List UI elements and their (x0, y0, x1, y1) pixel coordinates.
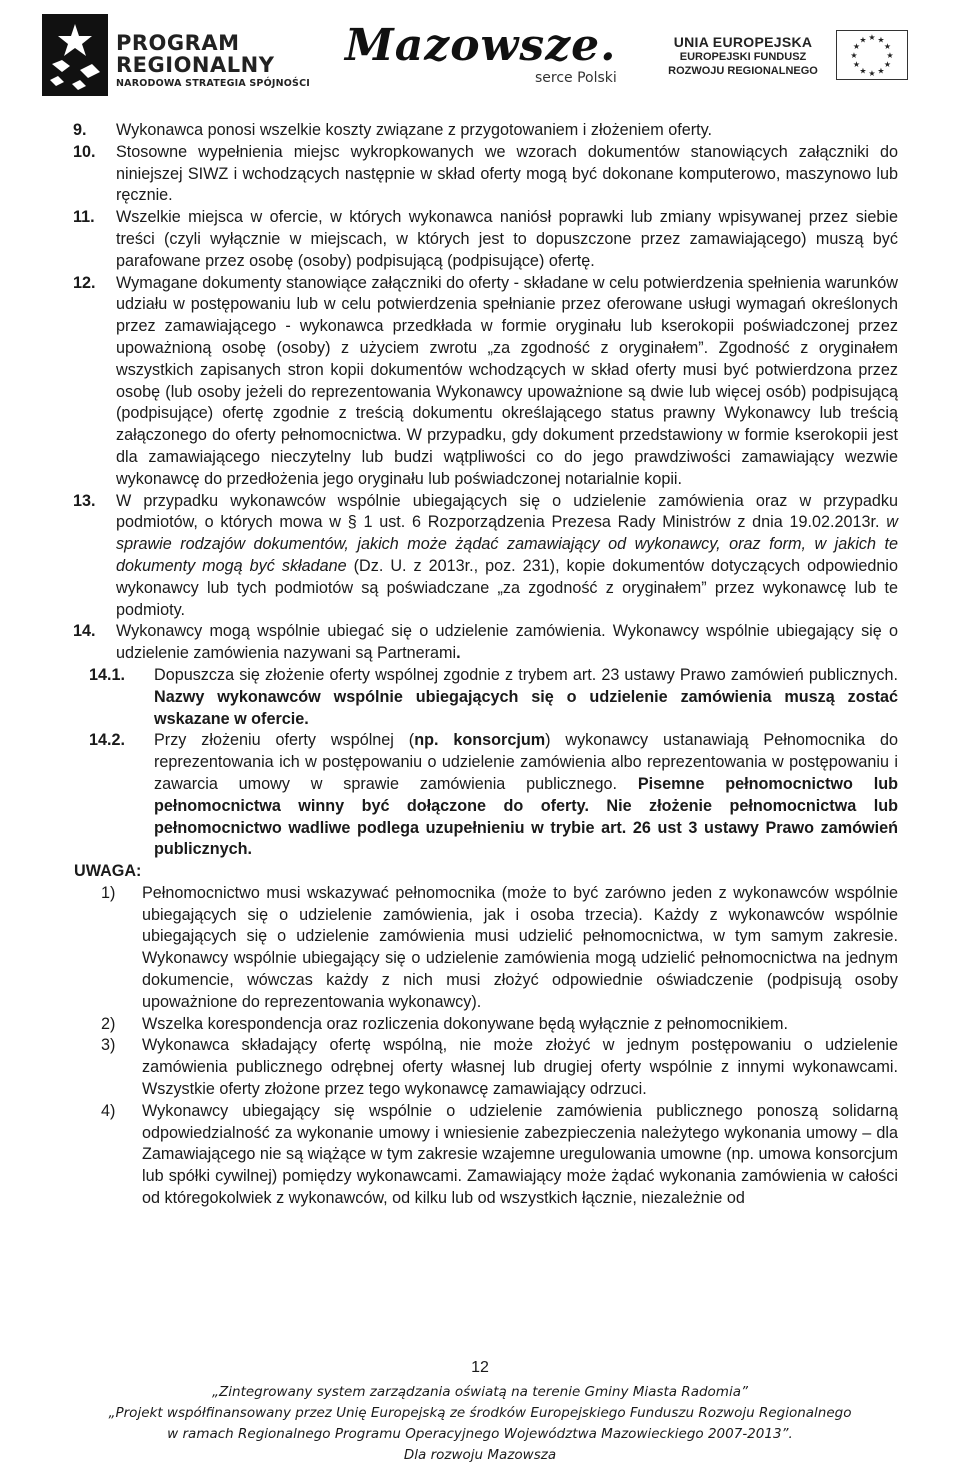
item-text: Wymagane dokumenty stanowiące załączniki do oferty - składane w celu potwierdzenia spełnienia warunków udziału w postępowaniu lub w celu potwierdzenia spełnianie przez oferowane usługi wymagań określonych przez zamawiającego - wykonawca przedkłada w formie oryginału lub kserokopii poświadczonej przez upoważnioną osobę (osoby) z użyciem zwrotu „za zgodność z oryginałem”. Zgodność z oryginałem wszystkich zapisanych stron kopii dokumentów wchodzących w skład oferty musi być potwierdzona przez osobę (lub osoby jeżeli do reprezentowania Wykonawcy upoważnione są dwie lub więcej osób) podpisującą (podpisujące) ofertę zgodnie z treścią dokumentu określającego status prawny Wykonawcy lub treścią załączonego do oferty pełnomocnictwa. W przypadku, gdy dokument przedstawiony w formie kserokopii jest dla zamawiającego nieczytelny lub budzi wątpliwości co do jego prawdziwości zamawiający wezwie wykonawcę do przedłożenia jego oryginału lub poświadczonej notarialnie kopii. (116, 273, 898, 488)
sub-item-text: ) wykonawcy ustanawiają Pełnomocnika do reprezentowania ich w postępowaniu o udzielenie zamówienia albo reprezentowania w postępowaniu i zawarcia umowy w sprawie zamówienia publicznego. (154, 731, 898, 793)
item-text: Wszelkie miejsca w ofercie, w których wykonawca naniósł poprawki lub zmiany wpisywanej przez siebie treści (czyli wyłącznie w miejscach, w których jest to dopuszczone przez zamawiającego) muszą być parafowane przez osobę (osoby) podpisującą (podpisujące) ofertę. (116, 208, 898, 270)
note-item-text: Wykonawcy ubiegający się wspólnie o udzielenie zamówienia publicznego ponoszą solidarną odpowiedzialność za wykonanie umowy i wniesienie zabezpieczenia należytego wykonania umowy – dla Zamawiającego nie są wiążące w tym zakresie wzajemne uregulowania umowne (np. umowa konsorcjum lub spółki cywilnej) pomiędzy wykonawcami. Zamawiający może żądać wykonania zamówienia w całości od któregokolwiek z wykonawców, od kilku lub od wszystkich łącznie, niezależnie od (142, 1101, 898, 1208)
footer-slogan: Dla rozwoju Mazowsza (403, 1447, 557, 1463)
svg-text:★: ★ (852, 42, 861, 51)
svg-text:★: ★ (850, 51, 858, 60)
item-text-italic: w sprawie rodzajów dokumentów, jakich może żądać zamawiający od wykonawcy, oraz form, w jakich te dokumenty mogą być składane (116, 513, 898, 575)
note-item (0, 1035, 960, 1100)
sub-item-text-bold: Pisemne pełnomocnictwo lub pełnomocnictwa winny być dołączone do oferty. Nie złożenie pełnomocnictwa lub pełnomocnictwo wadliwe podlega uzupełnieniu w trybie art. 26 ust 3 ustawy Prawo zamówień publicznych. (154, 774, 898, 859)
item-text-bold: . (456, 644, 461, 663)
item-text: (Dz. U. z 2013r., poz. 231), kopie dokumentów dotyczących odpowiednio wykonawcy lub tych podmiotów są poświadczane „za zgodność z oryginałem” przez wykonawcę lub te podmioty. (116, 556, 898, 619)
list-item (0, 120, 960, 142)
note-item-text: Wykonawca składający ofertę wspólną, nie może złożyć w jednym postępowaniu o udzielenie zamówienia publicznego odrębnej oferty własnej lub drugiej oferty wspólnie z innymi wykonawcami. Wszystkie oferty złożone przez tego wykonawcę zamawiający odrzuci. (142, 1036, 898, 1099)
item-number: 12. (73, 273, 96, 292)
item-text: W przypadku wykonawców wspólnie ubiegających się o udzielenie zamówienia oraz w przypadku podmiotów, o których mowa w § 1 ust. 6 Rozporządzenia Prezesa Rady Ministrów z dnia 19.02.2013r. (116, 491, 898, 532)
svg-text:★: ★ (883, 42, 892, 51)
item-number: 10. (73, 142, 96, 161)
mazowsze-logo-word: Mazowsze. (345, 20, 617, 71)
program-regionalny-logo (42, 14, 312, 96)
note-item (0, 1101, 960, 1210)
program-logo-line2: REGIONALNY (116, 53, 275, 77)
item-text: Stosowne wypełnienia miejsc wykropkowanych we wzorach dokumentów stanowiących załączniki do niniejszej SIWZ i wchodzących następnie w skład oferty mogą być dokonane komputerowo, maszynowo lub ręcznie. (116, 142, 898, 205)
note-title: UWAGA: (74, 862, 142, 881)
svg-text:★: ★ (859, 35, 867, 45)
note-item (0, 1014, 960, 1036)
footer-program-line: w ramach Regionalnego Programu Operacyjnego Województwa Mazowieckiego 2007-2013”. (167, 1426, 793, 1442)
eu-logo-line1: UNIA EUROPEJSKA (673, 34, 813, 50)
item-number: 9. (73, 121, 87, 139)
item-number: 14. (73, 622, 96, 641)
document-body (0, 120, 960, 1210)
eu-logo-line2: EUROPEJSKI FUNDUSZ (679, 51, 807, 63)
eu-flag-icon (836, 30, 908, 80)
note-item-number: 1) (101, 883, 116, 902)
sub-item-number: 14.1. (89, 665, 126, 684)
sub-item-number: 14.2. (89, 731, 126, 750)
svg-text:★: ★ (859, 66, 867, 76)
mazowsze-logo-subtitle: serce Polski (535, 70, 617, 86)
item-number: 11. (73, 208, 95, 227)
list-item (0, 273, 960, 491)
program-logo-line3: NARODOWA STRATEGIA SPÓJNOŚCI (116, 78, 310, 89)
item-number: 13. (73, 491, 96, 510)
note-item (0, 883, 960, 1014)
svg-text:★: ★ (886, 51, 894, 60)
item-text: Wykonawca ponosi wszelkie koszty związane z przygotowaniem i złożeniem oferty. (116, 121, 713, 139)
page-footer (0, 1358, 960, 1466)
eu-logo (668, 30, 938, 90)
svg-text:★: ★ (868, 69, 876, 78)
page-header (0, 0, 960, 110)
note-item-number: 3) (101, 1036, 116, 1055)
sub-item-text-bold: Nazwy wykonawców wspólnie ubiegających się o udzielenie zamówienia muszą zostać wskazane w ofercie. (154, 687, 898, 728)
item-text: Wykonawcy mogą wspólnie ubiegać się o udzielenie zamówienia. Wykonawcy wspólnie ubiegający się o udzielenie zamówienia nazywani są Partnerami (116, 622, 898, 663)
sub-item-text-bold: np. konsorcjum (414, 731, 546, 750)
sub-item (0, 730, 960, 861)
footer-cofinancing-line: „Projekt współfinansowany przez Unię Europejską ze środków Europejskiego Funduszu Rozwoju Regionalnego (108, 1405, 852, 1421)
mazowsze-logo (345, 20, 625, 100)
svg-text:★: ★ (868, 33, 876, 42)
sub-item-text: Przy złożeniu oferty wspólnej ( (154, 731, 415, 750)
note-item-text: Wszelka korespondencja oraz rozliczenia dokonywane będą wyłącznie z pełnomocnikiem. (142, 1014, 789, 1033)
svg-text:★: ★ (852, 60, 861, 69)
note-item-number: 4) (101, 1101, 116, 1120)
footer-project-title: „Zintegrowany system zarządzania oświatą na terenie Gminy Miasta Radomia” (212, 1384, 748, 1400)
eu-logo-line3: ROZWOJU REGIONALNEGO (668, 65, 818, 77)
note-item-number: 2) (101, 1014, 116, 1033)
svg-text:★: ★ (877, 66, 885, 76)
svg-text:★: ★ (877, 35, 885, 45)
svg-text:★: ★ (883, 60, 892, 69)
sub-item (0, 665, 960, 730)
page-number: 12 (471, 1359, 489, 1376)
list-item (0, 491, 960, 622)
list-item (0, 621, 960, 665)
program-logo-line1: PROGRAM (116, 31, 240, 55)
list-item (0, 207, 960, 272)
program-regionalny-logo-icon (42, 14, 108, 96)
list-item (0, 142, 960, 207)
note-item-text: Pełnomocnictwo musi wskazywać pełnomocnika (może to być zarówno jeden z wykonawców wspólnie ubiegających się o udzielenie zamówienia, jak i osoba trzecia). Każdy z wykonawców wspólnie ubiegających się o udzielenie zamówienia musi udzielić pełnomocnictwa, w tym samym zakresie. Wykonawcy wspólnie ubiegający się o udzielenie zamówienia mogą udzielić pełnomocnictwa na jednym dokumencie, wówczas każdy z nich musi złożyć odpowiednie oświadczenie (podpisują osoby upoważnione do reprezentowania wykonawcy). (142, 883, 898, 1011)
sub-item-text: Dopuszcza się złożenie oferty wspólnej zgodnie z trybem art. 23 ustawy Prawo zamówień publicznych. (154, 665, 898, 684)
